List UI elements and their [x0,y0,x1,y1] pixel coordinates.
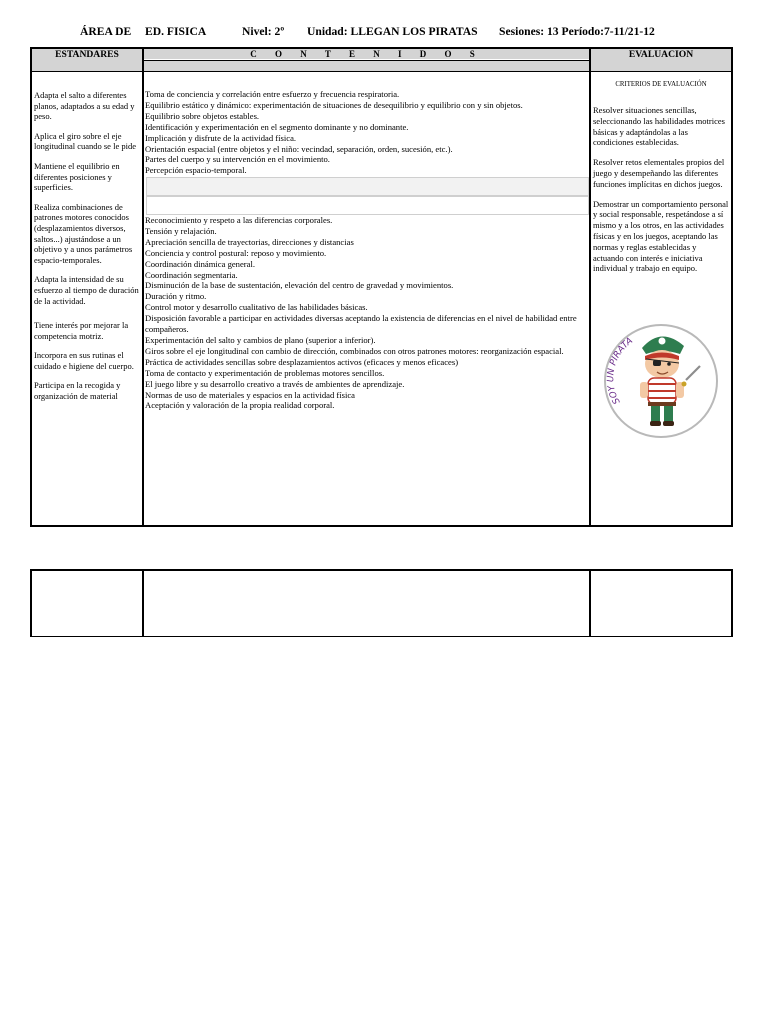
estandar-item: Adapta la intensidad de su esfuerzo al tiempo de duración de la actividad. [34,274,139,306]
second-table-divider-2 [589,569,591,637]
contenido-item: Toma de contacto y experimentación de problemas motores sencillos. [145,367,385,378]
col-divider-1 [142,47,144,527]
contenidos-block-b [145,215,587,411]
pirate-badge-text: SOY UN PIRATA [606,336,635,406]
criterios-list [593,105,729,283]
estandar-item: Aplica el giro sobre el eje longitudinal cuando se le pide [34,130,136,152]
contenido-item: Percepción espacio-temporal. [145,165,247,176]
contenido-item: Control motor y desarrollo cualitativo de las habilidades básicas. [145,302,368,313]
estandares-list [34,90,140,411]
contenido-item: Apreciación sencilla de trayectorias, direcciones y distancias [145,236,354,247]
contenido-item: Experimentación del salto y cambios de plano (superior a inferior). [145,334,376,345]
contenido-item: Identificación y experimentación en el segmento dominante y no dominante. [145,121,409,132]
col-head-evaluacion: EVALUACION [591,49,731,71]
contenido-item: Normas de uso de materiales y espacios en la actividad física [145,389,355,400]
sesiones-periodo: Sesiones: 13 Período:7-11/21-12 [499,25,655,38]
second-table [30,569,733,637]
contenido-item: Coordinación dinámica general. [145,258,256,269]
contenido-item: El juego libre y su desarrollo creativo a través de ambientes de aprendizaje. [145,378,405,389]
contenidos-head-strip [144,61,589,71]
area-label: ÁREA DE [80,25,132,38]
contenido-item: Giros sobre el eje longitudinal con cambio de dirección, combinados con otros patrones motores: reorganización espacial. [145,345,564,356]
contenido-item: Duración y ritmo. [145,291,207,302]
col-head-contenidos: C O N T E N I D O S [144,49,589,59]
empty-row-white [146,196,589,215]
contenido-item: Disminución de la base de sustentación, elevación del centro de gravedad y movimientos. [145,280,454,291]
col-divider-2 [589,47,591,527]
pirate-illustration [602,322,720,440]
contenido-item: Equilibrio sobre objetos estables. [145,110,260,121]
contenido-item: Coordinación segmentaria. [145,269,238,280]
contenido-item: Disposición favorable a participar en actividades diversas aceptando la existencia de diferencias en el nivel de habilidad entre compañeros. [145,313,577,335]
contenido-item: Partes del cuerpo y su intervención en el movimiento. [145,154,330,165]
criterios-title: CRITERIOS DE EVALUACIÓN [615,81,707,88]
estandar-item: Mantiene el equilibrio en diferentes posiciones y superficies. [34,160,120,193]
contenidos-head-divider [144,60,589,61]
criterio-item: Resolver situaciones sencillas, seleccionando las habilidades motrices básicas y adaptándolas a las condiciones establecidas. [593,105,725,148]
estandar-item: Adapta el salto a diferentes planos, adaptados a su edad y peso. [34,90,135,122]
unidad-label: Unidad: LLEGAN LOS PIRATAS [307,25,478,38]
contenido-item: Orientación espacial (entre objetos y el niño: vecindad, separación, orden, sucesión, etc.). [145,143,453,154]
nivel-label: Nivel: 2º [242,25,285,38]
contenido-item: Tensión y relajación. [145,225,217,236]
header-row-bottom-border [32,71,731,72]
estandar-item: Realiza combinaciones de patrones motores conocidos (desplazamientos diversos, saltos...) ajustándose a un objetivo y a unos parámetros espacio-temporales. [34,201,133,265]
contenido-item: Aceptación y valoración de la propia realidad corporal. [145,400,335,411]
col-head-estandares: ESTANDARES [32,49,142,71]
pirate-badge-icon [602,322,720,440]
estandar-item: Incorpora en sus rutinas el cuidado e higiene del cuerpo. [34,350,134,371]
contenido-item: Reconocimiento y respeto a las diferencias corporales. [145,215,333,225]
contenidos-block-a [145,89,587,176]
contenido-item: Toma de conciencia y correlación entre esfuerzo y frecuencia respiratoria. [145,89,400,99]
contenido-item: Práctica de actividades sencillas sobre desplazamientos activos (eficaces y menos eficaces) [145,356,459,367]
area-value: ED. FISICA [145,25,207,38]
empty-row-gray [146,177,589,196]
contenido-item: Implicación y disfrute de la actividad física. [145,132,297,143]
estandar-item: Participa en la recogida y organización de material [34,380,121,402]
contenido-item: Conciencia y control postural: reposo y movimiento. [145,247,327,258]
contenido-item: Equilibrio estático y dinámico: experimentación de situaciones de desequilibrio y equilibrio con y sin objetos. [145,99,523,110]
criterio-item: Demostrar un comportamiento personal y social responsable, respetándose a sí mismo y a los otros, en las actividades físicas y en los juegos, aceptando las normas y reglas establecidas y actuando con interés e iniciativa individual y trabajo en equipo. [593,198,729,274]
criterio-item: Resolver retos elementales propios del juego y desempeñando las diferentes funciones implícitas en dichos juegos. [593,157,725,189]
second-table-divider-1 [142,569,144,637]
estandar-item: Tiene interés por mejorar la competencia motriz. [34,320,129,341]
